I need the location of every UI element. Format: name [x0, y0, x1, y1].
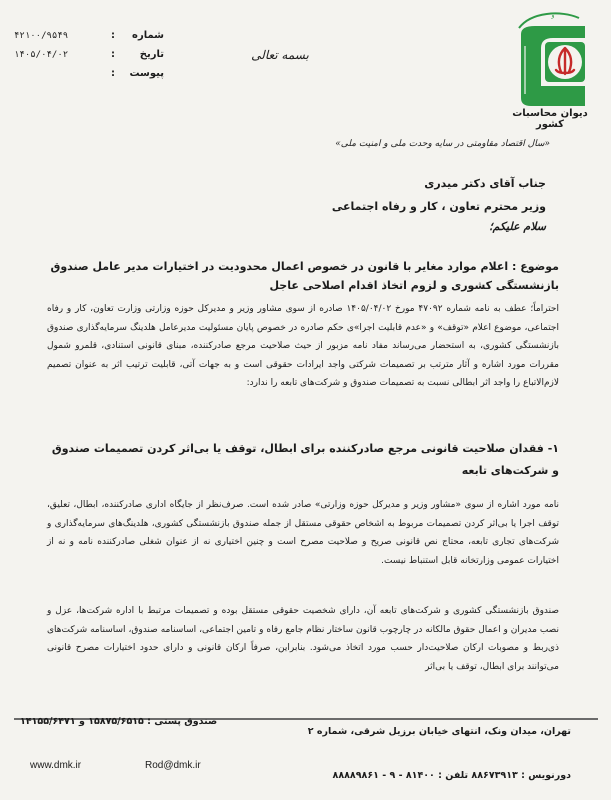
letter-meta-block: [14, 26, 164, 83]
meta-row-number: [14, 26, 164, 45]
svg-text:و: و: [551, 12, 555, 19]
footer-phone-fax: دورنویس : ۸۸۶۷۳۹۱۳ تلفن : ۸۱۴۰۰ - ۹ - ۸۸۸۸۹۸۶۱: [332, 770, 571, 781]
letter-date: ۱۴۰۵/۰۴/۰۲: [14, 49, 69, 60]
meta-label: پیوست: [129, 68, 164, 79]
footer-address: تهران، میدان ونک، انتهای خیابان برزیل شرقی، شماره ۲: [307, 726, 571, 737]
body-paragraph-3: صندوق بازنشستگی کشوری و شرکت‌های تابعه آن، دارای شخصیت حقوقی مستقل بوده و تصمیمات مرتبط با اداره شرکت‌ها، عزل و نصب مدیران و اعمال حقوق مالکانه در چارچوب قانون ساختار نظام جامع رفاه و تامین اجتماعی، اساسنامه صندوق، اساسنامه شرکت‌های ذی‌ربط و مصوبات ارکان صلاحیت‌دار حسب مورد اتخاذ می‌شود. بنابراین، صرفاً ارکان قانونی و دارای حدود اختیارات مصرح قانونی می‌توانند برای ابطال، توقف یا بی‌اثر: [47, 606, 559, 672]
year-slogan: «سال اقتصاد مقاومتی در سایه وحدت ملی و امنیت ملی»: [335, 139, 550, 149]
meta-colon: :: [111, 49, 115, 60]
salutation: سلام علیکم؛: [489, 220, 546, 233]
organization-name: دیوان محاسبات کشور: [512, 108, 588, 130]
emblem-logo-icon: [501, 6, 601, 118]
letter-number: ۴۲۱۰۰/۹۵۴۹: [14, 30, 69, 41]
meta-label: شماره: [132, 30, 164, 41]
section-heading-1: ۱- فقدان صلاحیت قانونی مرجع صادرکننده برای ابطال، توقف یا بی‌اثر کردن تصمیمات صندوق و شرکت‌های تابعه: [51, 442, 559, 477]
recipient-block: [216, 172, 546, 218]
letter-subject: موضوع : اعلام موارد مغایر با قانون در خصوص اعمال محدودیت در اختیارات مدیر عامل صندوق بازنشستگی کشوری و لزوم اتخاذ اقدام اصلاحی عاجل: [50, 260, 559, 292]
meta-row-attachment: [14, 64, 164, 83]
meta-row-date: [14, 45, 164, 64]
meta-label: تاریخ: [139, 49, 164, 60]
recipient-name: جناب آقای دکتر میدری: [424, 177, 546, 190]
footer-po-box: صندوق پستی : ۱۵۸۷۵/۶۵۱۵ و ۱۴۱۵۵/۶۴۷۱: [20, 716, 218, 727]
footer-email-link[interactable]: Rod@dmk.ir: [145, 760, 201, 771]
recipient-title: وزیر محترم تعاون ، کار و رفاه اجتماعی: [331, 200, 546, 213]
meta-colon: :: [111, 30, 115, 41]
body-paragraph-2: نامه مورد اشاره از سوی «مشاور وزیر و مدیرکل حوزه وزارتی» صادر شده است. صرف‌نظر از جایگاه اداری صادرکننده، ابطال، تعلیق، توقف اجرا یا بی‌اثر کردن تصمیمات مربوط به اشخاص حقوقی مستقل از جمله صندوق بازنشستگی کشوری، هلدینگ‌های سرمایه‌گذاری و شرکت‌های تجاری تابعه، محتاج نص قانونی صریح و صلاحیت مصرح است و چنین اختیاری نه از عنوان شغلی صادرکننده نامه و نه از اختیارات عمومی وزارتخانه قابل استنباط نیست.: [47, 500, 559, 566]
basmala-heading: بسمه تعالی: [251, 48, 309, 62]
footer-website-link[interactable]: www.dmk.ir: [30, 760, 82, 771]
body-paragraph-1: احتراماً؛ عطف به نامه شماره ۴۷۰۹۲ مورخ ۱۴۰۵/۰۴/۰۲ صادره از سوی مشاور وزیر و مدیرکل حوزه وزارتی وزارت تعاون، کار و رفاه اجتماعی، موضوع اعلام «توقف» و «عدم قابلیت اجرا»ی حکم صادره در خصوص پایان مسئولیت مدیرعامل هلدینگ سرمایه‌گذاری صندوق بازنشستگی کشوری، به استحضار می‌رساند مفاد نامه مزبور از حیث صلاحیت مرجع صادرکننده، مبنای قانونی استنادی، قلمرو شمول مقررات مورد اشاره و آثار مترتب بر تصمیمات شرکتی واجد ایرادات حقوقی است و به جهات آتی، قابلیت ترتیب اثر به عنوان تصمیم لازم‌الاتباع را واجد اثر ابطالی نسبت به تصمیمات صندوق و شرکت‌های تابعه را ندارد:: [47, 304, 559, 389]
meta-colon: :: [111, 68, 115, 79]
